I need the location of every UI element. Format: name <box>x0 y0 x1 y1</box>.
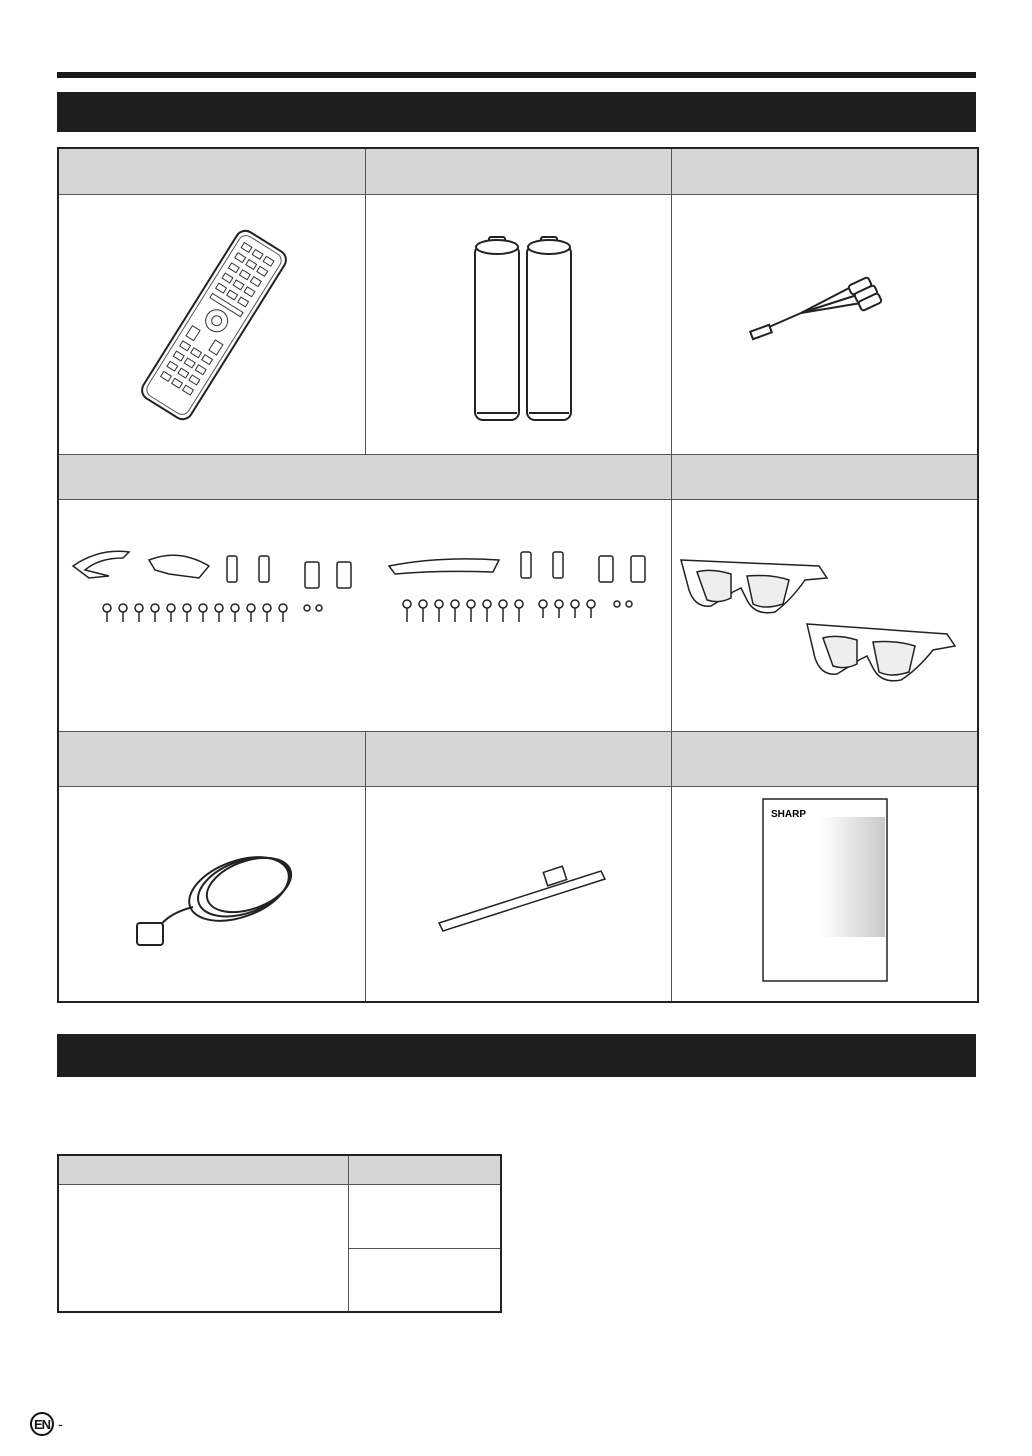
stand-kit-icon <box>59 500 671 731</box>
section-header-bar-accessories <box>57 92 976 132</box>
info-table <box>57 1154 502 1313</box>
manual-cell <box>671 787 977 1001</box>
row3-header <box>59 731 977 787</box>
stand-kit-cell <box>59 500 671 731</box>
3d-glasses-cell <box>671 500 977 731</box>
3d-glasses-icon <box>671 500 977 731</box>
power-cord-cell <box>59 787 365 1001</box>
av-adapter-cable-icon <box>671 195 977 454</box>
row1-header <box>59 149 977 195</box>
section-header-bar-preparation <box>57 1034 976 1077</box>
row2-header <box>59 454 977 500</box>
language-badge: EN <box>30 1412 54 1436</box>
page-number: - <box>58 1416 63 1432</box>
av-cable-cell <box>671 195 977 454</box>
aa-batteries-icon <box>365 195 671 454</box>
top-rule <box>57 72 976 78</box>
operation-manual-icon <box>671 787 977 1001</box>
batteries-cell <box>365 195 671 454</box>
cable-tie-icon <box>365 787 671 1001</box>
cable-tie-cell <box>365 787 671 1001</box>
sharp-logo: SHARP <box>771 809 807 820</box>
remote-control-icon <box>59 195 365 454</box>
page-footer <box>30 1412 63 1436</box>
power-cord-icon <box>59 787 365 1001</box>
remote-control-cell <box>59 195 365 454</box>
accessories-grid <box>57 147 979 1003</box>
table-header <box>59 1156 500 1185</box>
